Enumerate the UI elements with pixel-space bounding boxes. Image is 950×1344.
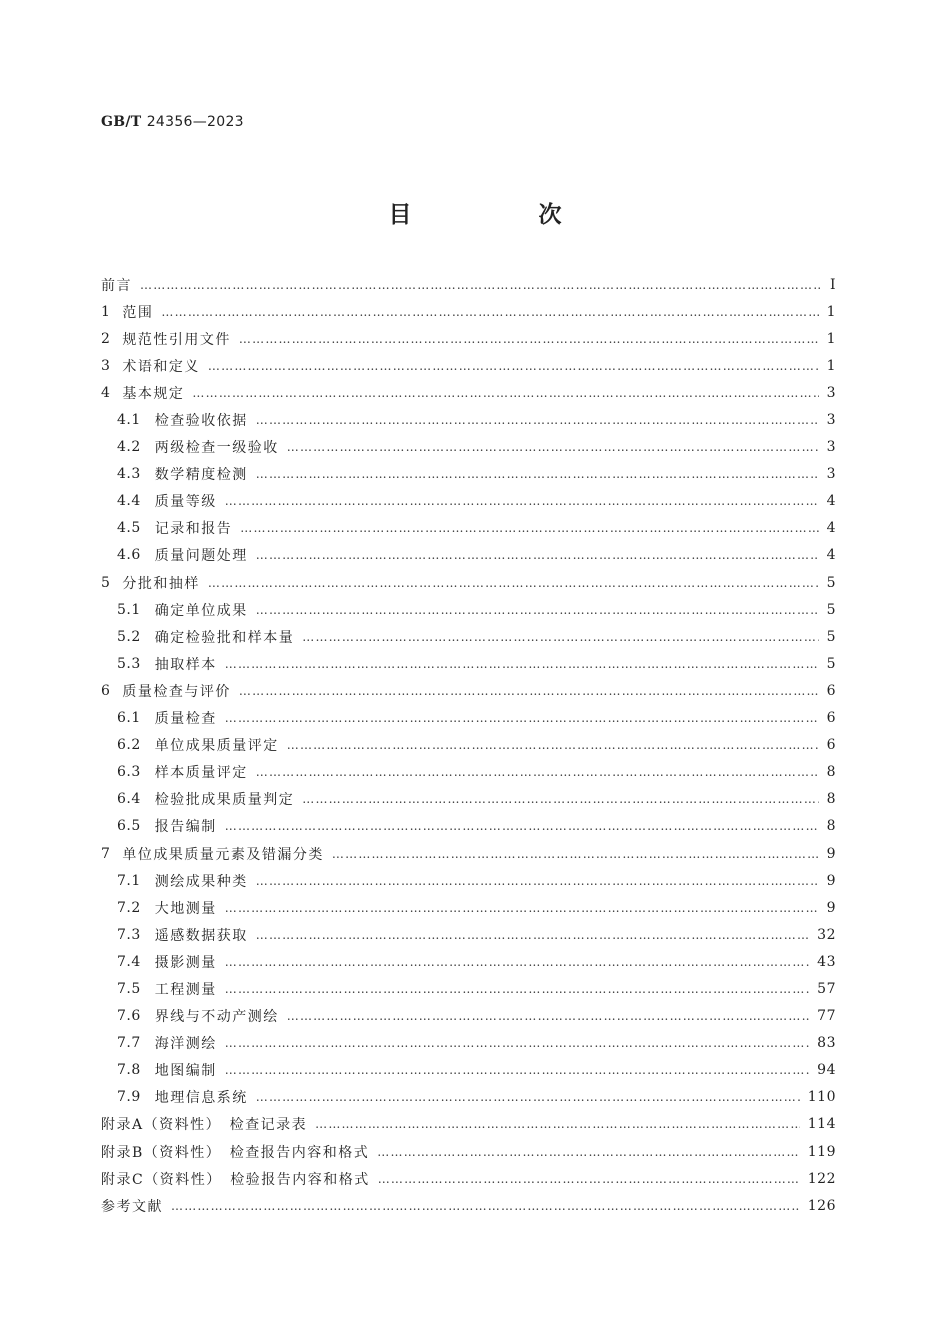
toc-entry[interactable]: [101, 1111, 836, 1138]
toc-entry[interactable]: [101, 596, 836, 623]
toc-entry[interactable]: [101, 434, 836, 461]
toc-entry-page: 1: [826, 357, 836, 374]
toc-entry-number: 7.1: [117, 872, 141, 889]
toc-entry-page: 119: [807, 1143, 836, 1160]
toc-leader-dots: [256, 603, 819, 617]
toc-leader-dots: [256, 765, 819, 779]
toc-entry-page: 5: [826, 601, 836, 618]
toc-entry-label: 地图编制: [154, 1063, 217, 1080]
toc-entry-page: 3: [826, 466, 836, 483]
toc-entry-page: 83: [817, 1035, 836, 1052]
toc-entry-label: 附录C（资料性） 检验报告内容和格式: [101, 1171, 370, 1188]
toc-entry[interactable]: [101, 894, 836, 921]
toc-leader-dots: [302, 630, 818, 644]
toc-entry-page: 9: [826, 872, 836, 889]
toc-entry[interactable]: [101, 732, 836, 759]
toc-leader-dots: [240, 521, 818, 535]
toc-leader-dots: [225, 711, 819, 725]
toc-entry[interactable]: [101, 379, 836, 406]
document-code: [101, 114, 244, 130]
toc-leader-dots: [225, 982, 809, 996]
toc-entry-label: 基本规定: [122, 385, 185, 402]
toc-entry-number: 4.5: [117, 520, 141, 537]
toc-entry-label: 术语和定义: [122, 358, 200, 375]
toc-entry-number: 4: [101, 384, 111, 401]
toc-leader-dots: [225, 901, 819, 915]
toc-entry-label: 抽取样本: [154, 656, 217, 673]
toc-entry-label: 样本质量评定: [154, 765, 248, 782]
toc-leader-dots: [287, 1009, 809, 1023]
toc-entry[interactable]: [101, 515, 836, 542]
toc-entry-page: 5: [826, 628, 836, 645]
toc-entry-label: 质量问题处理: [154, 548, 248, 565]
toc-entry-label: 地理信息系统: [154, 1090, 248, 1107]
toc-entry-page: 3: [826, 412, 836, 429]
toc-entry-label: 大地测量: [154, 900, 217, 917]
toc-entry-page: 77: [817, 1008, 836, 1025]
toc-entry-label: 报告编制: [154, 819, 217, 836]
toc-entry[interactable]: [101, 1138, 836, 1165]
toc-entry-label: 数学精度检测: [154, 467, 248, 484]
toc-entry-label: 确定单位成果: [154, 602, 248, 619]
toc-entry-page: 57: [817, 980, 836, 997]
toc-entry-label: 遥感数据获取: [154, 927, 248, 944]
toc-entry-page: 110: [807, 1089, 836, 1106]
toc-leader-dots: [256, 1090, 800, 1104]
toc-entry-label: 界线与不动产测绘: [154, 1009, 279, 1026]
toc-entry-label: 参考文献: [101, 1198, 163, 1215]
toc-leader-dots: [192, 386, 818, 400]
toc-entry-label: 两级检查一级验收: [154, 440, 279, 457]
toc-entry-label: 摄影测量: [154, 954, 217, 971]
toc-entry[interactable]: [101, 271, 836, 298]
toc-leader-dots: [239, 684, 819, 698]
toc-entry-label: 单位成果质量元素及错漏分类: [122, 846, 324, 863]
toc-entry-label: 海洋测绘: [154, 1036, 217, 1053]
toc-entry-page: 3: [826, 384, 836, 401]
document-code-number: 24356—2023: [146, 114, 244, 130]
toc-leader-dots: [225, 1036, 809, 1050]
toc-entry-number: 2: [101, 330, 111, 347]
toc-leader-dots: [378, 1172, 800, 1186]
toc-entry-page: 9: [826, 899, 836, 916]
toc-entry-page: 6: [826, 710, 836, 727]
toc-entry-page: 6: [826, 737, 836, 754]
toc-entry[interactable]: [101, 650, 836, 677]
toc-entry-page: Ⅰ: [829, 276, 836, 293]
toc-entry-label: 分批和抽样: [122, 575, 200, 592]
toc-leader-dots: [239, 332, 819, 346]
document-code-prefix: GB/T: [101, 114, 142, 130]
toc-entry-number: 7.3: [117, 926, 141, 943]
toc-leader-dots: [256, 548, 819, 562]
toc-entry-number: 1: [101, 303, 111, 320]
toc-entry-number: 4.3: [117, 466, 141, 483]
toc-entry-label: 检查验收依据: [154, 413, 248, 430]
toc-entry-label: 质量检查: [154, 711, 217, 728]
toc-entry[interactable]: [101, 1192, 836, 1219]
toc-entry-number: 5: [101, 574, 111, 591]
toc-entry-number: 7.9: [117, 1089, 141, 1106]
toc-entry-page: 4: [826, 547, 836, 564]
toc-entry[interactable]: [101, 975, 836, 1002]
toc-entry-page: 114: [807, 1116, 836, 1133]
toc-entry[interactable]: [101, 542, 836, 569]
toc-entry[interactable]: [101, 840, 836, 867]
toc-leader-dots: [256, 413, 819, 427]
toc-entry-page: 6: [826, 682, 836, 699]
toc-entry[interactable]: [101, 461, 836, 488]
toc-leader-dots: [225, 819, 819, 833]
toc-leader-dots: [208, 359, 819, 373]
toc-entry-page: 32: [817, 926, 836, 943]
toc-entry-number: 6.2: [117, 737, 141, 754]
toc-entry[interactable]: [101, 921, 836, 948]
toc-leader-dots: [225, 1063, 809, 1077]
toc-entry-label: 附录B（资料性） 检查报告内容和格式: [101, 1144, 370, 1161]
toc-entry-label: 附录A（资料性） 检查记录表: [101, 1117, 308, 1134]
toc-leader-dots: [171, 1199, 800, 1213]
toc-entry-label: 检验批成果质量判定: [154, 792, 295, 809]
toc-leader-dots: [315, 1117, 800, 1131]
toc-leader-dots: [332, 847, 819, 861]
toc-entry[interactable]: [101, 677, 836, 704]
toc-entry[interactable]: [101, 406, 836, 433]
toc-entry-page: 122: [807, 1170, 836, 1187]
toc-entry-number: 7.6: [117, 1008, 141, 1025]
toc-entry-number: 7.2: [117, 899, 141, 916]
toc-entry-label: 确定检验批和样本量: [154, 629, 295, 646]
toc-entry-page: 4: [826, 493, 836, 510]
toc-entry-number: 4.6: [117, 547, 141, 564]
toc-entry[interactable]: [101, 948, 836, 975]
toc-leader-dots: [161, 305, 818, 319]
toc-entry-label: 质量等级: [154, 494, 217, 511]
toc-entry-page: 1: [826, 303, 836, 320]
toc-entry[interactable]: [101, 623, 836, 650]
toc-entry-number: 6.5: [117, 818, 141, 835]
toc-leader-dots: [208, 576, 819, 590]
toc-entry-page: 5: [826, 655, 836, 672]
toc-entry-number: 7.8: [117, 1062, 141, 1079]
toc-entry-number: 4.2: [117, 439, 141, 456]
toc-leader-dots: [302, 792, 818, 806]
toc-entry-page: 8: [826, 818, 836, 835]
toc-entry[interactable]: [101, 786, 836, 813]
toc-entry-label: 工程测量: [154, 981, 217, 998]
toc-entry-number: 7.7: [117, 1035, 141, 1052]
toc-leader-dots: [256, 467, 819, 481]
toc-entry-number: 4.4: [117, 493, 141, 510]
toc-entry[interactable]: [101, 1057, 836, 1084]
toc-entry[interactable]: [101, 705, 836, 732]
toc-entry-label: 范围: [122, 304, 154, 321]
toc-entry-page: 43: [817, 953, 836, 970]
toc-entry-page: 3: [826, 439, 836, 456]
toc-entry-page: 9: [826, 845, 836, 862]
toc-entry-label: 测绘成果种类: [154, 873, 248, 890]
toc-entry-number: 5.1: [117, 601, 141, 618]
toc-entry-number: 4.1: [117, 412, 141, 429]
toc-entry[interactable]: [101, 325, 836, 352]
toc-leader-dots: [287, 738, 819, 752]
toc-entry-page: 4: [826, 520, 836, 537]
toc-entry-page: 94: [817, 1062, 836, 1079]
toc-entry[interactable]: [101, 488, 836, 515]
toc-entry[interactable]: [101, 298, 836, 325]
toc-entry[interactable]: [101, 352, 836, 379]
toc-entry-label: 单位成果质量评定: [154, 738, 279, 755]
toc-entry[interactable]: [101, 867, 836, 894]
toc-entry-number: 6.1: [117, 710, 141, 727]
toc-entry[interactable]: [101, 759, 836, 786]
table-of-contents: [101, 271, 836, 1219]
toc-entry-page: 126: [807, 1197, 836, 1214]
toc-entry-page: 8: [826, 764, 836, 781]
toc-entry-label: 记录和报告: [154, 521, 233, 538]
toc-entry-number: 7.5: [117, 980, 141, 997]
toc-entry[interactable]: [101, 1084, 836, 1111]
toc-leader-dots: [225, 955, 809, 969]
toc-title: 目 次: [388, 202, 614, 228]
toc-entry-number: 7.4: [117, 953, 141, 970]
toc-entry[interactable]: [101, 1030, 836, 1057]
toc-entry-label: 质量检查与评价: [122, 683, 231, 700]
toc-entry-page: 1: [826, 330, 836, 347]
toc-entry-number: 6: [101, 682, 111, 699]
toc-leader-dots: [256, 874, 819, 888]
toc-entry-number: 7: [101, 845, 111, 862]
toc-leader-dots: [256, 928, 809, 942]
toc-entry-number: 3: [101, 357, 111, 374]
toc-leader-dots: [225, 657, 819, 671]
toc-entry[interactable]: [101, 1165, 836, 1192]
toc-leader-dots: [140, 278, 822, 292]
toc-entry[interactable]: [101, 813, 836, 840]
toc-leader-dots: [377, 1145, 799, 1159]
toc-entry-number: 5.2: [117, 628, 141, 645]
toc-leader-dots: [225, 494, 819, 508]
toc-entry-page: 5: [826, 574, 836, 591]
toc-entry[interactable]: [101, 1003, 836, 1030]
toc-entry-number: 5.3: [117, 655, 141, 672]
toc-entry-label: 规范性引用文件: [122, 331, 231, 348]
toc-entry-label: 前言: [101, 277, 132, 294]
toc-entry[interactable]: [101, 569, 836, 596]
toc-entry-number: 6.3: [117, 764, 141, 781]
toc-entry-page: 8: [826, 791, 836, 808]
toc-entry-number: 6.4: [117, 791, 141, 808]
toc-leader-dots: [287, 440, 819, 454]
